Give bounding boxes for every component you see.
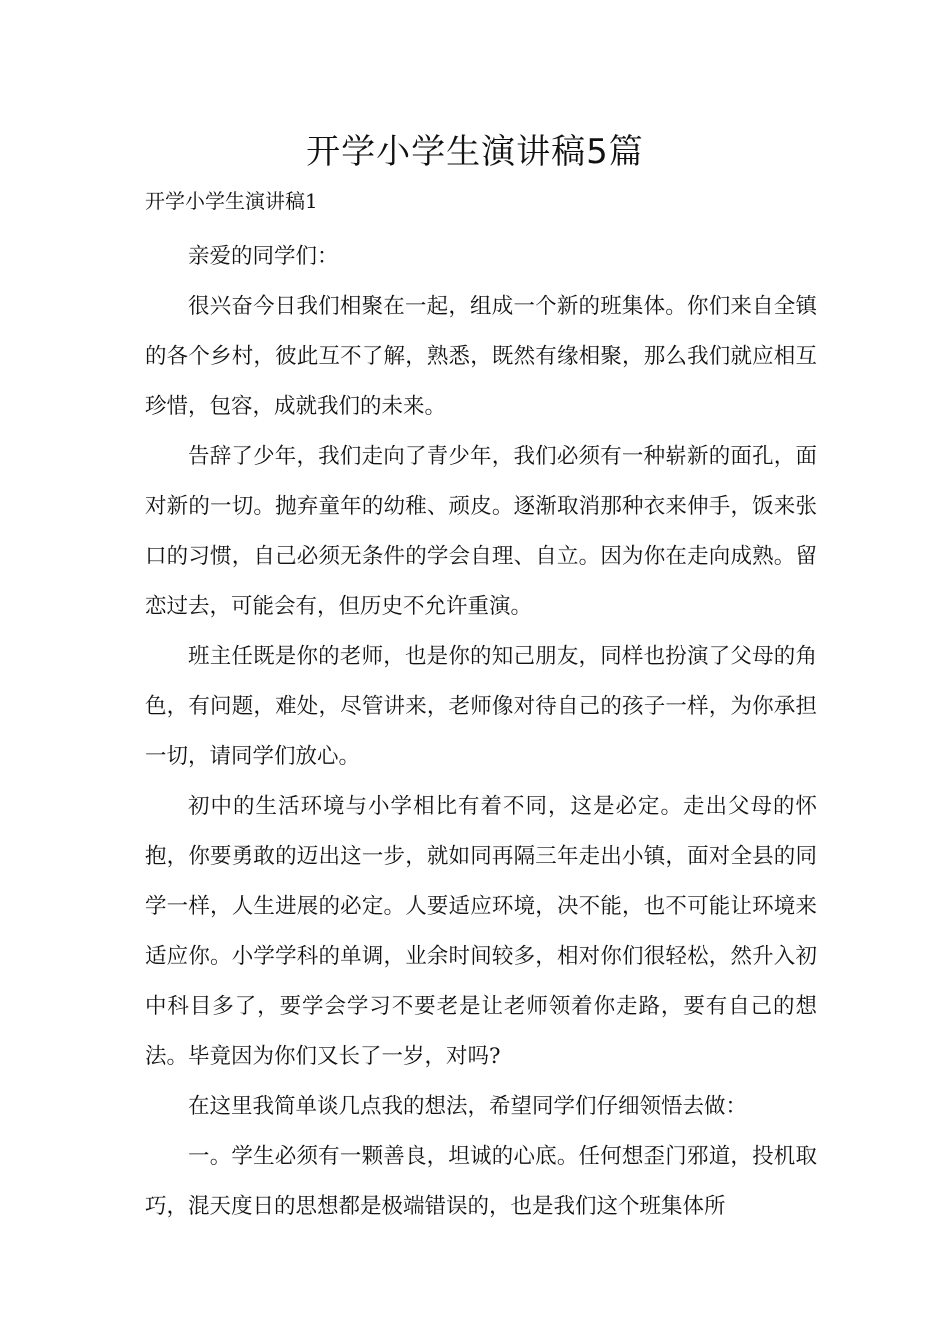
paragraph: 在这里我简单谈几点我的想法，希望同学们仔细领悟去做： bbox=[188, 1094, 748, 1119]
paragraph: 告辞了少年，我们走向了青少年，我们必须有一种崭新的面孔，面对新的一切。抛弃童年的幼稚、顽皮。逐渐取消那种衣来伸手，饭来张口的习惯，自己必须无条件的学会自理、自立。因为你在走向成熟。留恋过去，可能会有，但历史不允许重演。 bbox=[145, 444, 817, 619]
paragraph: 班主任既是你的老师，也是你的知己朋友，同样也扮演了父母的角色，有问题，难处，尽管讲来，老师像对待自己的孩子一样，为你承担一切，请同学们放心。 bbox=[145, 644, 817, 769]
paragraph: 一。学生必须有一颗善良，坦诚的心底。任何想歪门邪道，投机取巧，混天度日的思想都是极端错误的，也是我们这个班集体所 bbox=[145, 1144, 817, 1219]
paragraph: 很兴奋今日我们相聚在一起，组成一个新的班集体。你们来自全镇的各个乡村，彼此互不了解，熟悉，既然有缘相聚，那么我们就应相互珍惜，包容，成就我们的未来。 bbox=[145, 294, 817, 419]
document-subtitle: 开学小学生演讲稿1 bbox=[145, 189, 318, 213]
document-title: 开学小学生演讲稿5篇 bbox=[306, 132, 644, 172]
paragraph-salutation: 亲爱的同学们： bbox=[188, 244, 339, 269]
paragraph: 初中的生活环境与小学相比有着不同，这是必定。走出父母的怀抱，你要勇敢的迈出这一步，就如同再隔三年走出小镇，面对全县的同学一样，人生进展的必定。人要适应环境，决不能，也不可能让环境来适应你。小学学科的单调，业余时间较多，相对你们很轻松，然升入初中科目多了，要学会学习不要老是让老师领着你走路，要有自己的想法。毕竟因为你们又长了一岁，对吗? bbox=[145, 794, 817, 1069]
document-body bbox=[145, 232, 817, 1232]
